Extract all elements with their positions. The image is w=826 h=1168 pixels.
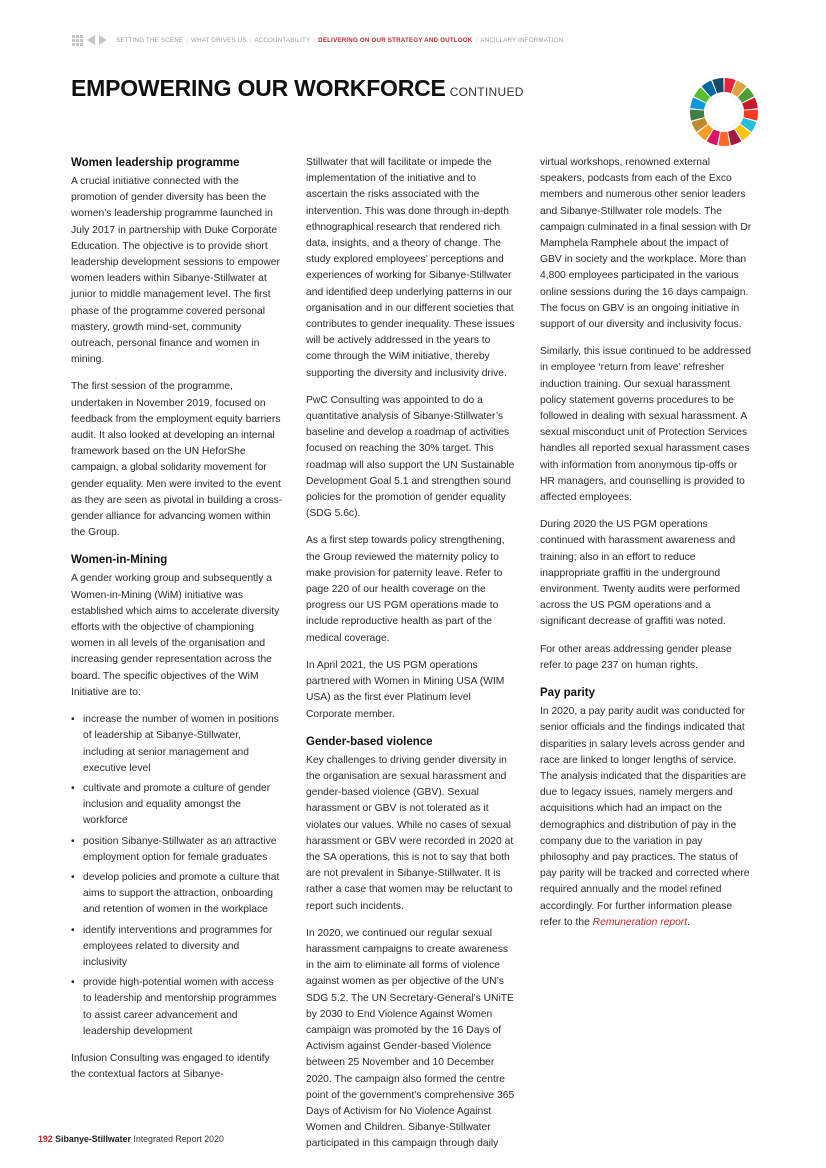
paragraph: Key challenges to driving gender diversity in the organisation are sexual harassment and gender-based violence (GBV). Sexual harassment or GBV is not tolerated as it violates our values. While no cases of sexual harassment or GBV were recorded in 2020 at the SA operations, this is not to say that both are not prevalent in Sibanye-Stillwater. It is rather a case that women may be reluctant to report such incidents. [306,754,514,912]
list-item: • develop policies and promote a culture that aims to support the attraction, onboarding and retention of women in the workplace [71,870,283,919]
nav-separator: | [249,36,252,44]
section-navigation [72,33,566,47]
paragraph: For other areas addressing gender please refer to page 237 on human rights. [540,643,732,671]
paragraph: Stillwater that will facilitate or impede the implementation of the initiative and to ascertain the risks associated with the intervention. This was done through in-depth ethnographical research that rendered rich data, insights, and a theory of change. The study explored employees’ perceptions and experiences of working for Sibanye-Stillwater and identified deep underlying patterns in our organisation and in our different societies that contributes to gender inequality. These issues will be actively addressed in the years to come through the WiM initiative, thereby supporting the diversity and inclusivity drive. [306,157,515,379]
paragraph-text: In 2020, a pay parity audit was conducted for senior officials and the findings indicated that disparities in salary levels across gender and race are linked to longer lengths of service. The analysis indicated that the disparities are due to legacy issues, namely mergers and acquisitions which had an impact on the demographics and distribution of pay in the company due to the variation in pay philosophy and pay practices. The status of pay parity will be tracked and corrected where required annually and the model refined accordingly. For further information please refer to the [540,706,750,928]
heading-women-leadership: Women leadership programme [71,157,240,169]
column-3 [540,155,752,942]
paragraph-end: . [687,916,690,928]
sdg-wheel-icon [689,77,759,147]
wim-objectives-list [71,712,283,1040]
paragraph: As a first step towards policy strengthening, the Group reviewed the maternity policy to make provision for paternity leave. Refer to page 220 of our health coverage on the progress our US PGM operations made to include reproductive health as part of the medical coverage. [306,535,505,644]
list-item: • position Sibanye-Stillwater as an attractive employment option for female graduates [71,834,283,866]
footer-company: Sibanye-Stillwater [55,1134,131,1144]
paragraph: In 2020, we continued our regular sexual harassment campaigns to create awareness in the aim to eliminate all forms of violence against women as per objective of the UN’s SDG 5.2. The UN Secretary-General’s UNiTE by 2030 to End Violence Against Women campaign was promoted by the 16 Days of Activism against Gender-based Violence between 25 November and 10 December 2020. The campaign also formed the centre point of the government’s comprehensive 365 Days of Activism for No Violence Against Women and Children. Sibanye-Stillwater participated in this campaign through daily [306,927,515,1150]
footer-report-name: Integrated Report 2020 [133,1134,224,1144]
paragraph: A gender working group and subsequently a Women-in-Mining (WiM) initiative was established which aims to accelerate diversity efforts with the objective of championing women in all levels of the organisation and increasing gender representation across the board. The specific objectives of the WiM Initiative are to: [71,573,280,698]
nav-separator: | [475,36,478,44]
paragraph: In April 2021, the US PGM operations partnered with Women in Mining USA (WIM USA) as the first ever Platinum level Corporate member. [306,659,505,720]
nav-accountability[interactable]: ACCOUNTABILITY [254,36,311,44]
list-item: • cultivate and promote a culture of gender inclusion and equality amongst the workforce [71,781,283,830]
page-title-text: EMPOWERING OUR WORKFORCE [71,75,446,101]
nav-icons [72,35,107,46]
nav-separator: | [313,36,316,44]
nav-setting-the-scene[interactable]: SETTING THE SCENE [116,36,184,44]
grid-menu-icon[interactable] [72,35,83,46]
next-page-icon[interactable] [99,35,107,45]
paragraph: virtual workshops, renowned external speakers, podcasts from each of the Exco members and numerous other senior leaders and Sibanye-Stillwater role models. The campaign culminated in a final session with Dr Mamphela Ramphele about the impact of GBV in society and the workplace. More than 4,800 employees participated in the various online sessions during the 16 days campaign. The focus on GBV is an ongoing initiative in support of our diversity and inclusivity focus. [540,157,752,331]
column-1 [71,155,283,1094]
heading-pay-parity: Pay parity [540,687,595,700]
list-item: • identify interventions and programmes for employees related to diversity and inclusivity [71,923,283,972]
page-footer [38,1134,224,1144]
page-number: 192 [38,1134,53,1144]
remuneration-report-link[interactable]: Remuneration report [592,916,688,928]
nav-delivering-on-strategy[interactable]: DELIVERING ON OUR STRATEGY AND OUTLOOK [318,36,473,44]
nav-separator: | [186,36,189,44]
sdg-wheel-center [704,92,744,132]
column-2 [306,155,518,1164]
list-item: • increase the number of women in positions of leadership at Sibanye-Stillwater, including at senior management and executive level [71,712,283,777]
previous-page-icon[interactable] [87,35,95,45]
heading-gender-based-violence: Gender-based violence [306,735,433,748]
paragraph: The first session of the programme, undertaken in November 2019, focused on feedback from the employment equity barriers audit. It also looked at developing an internal framework based on the UN HeforShe campaign, a global solidarity movement for gender equality. Men were invited to the event as they are seen as pivotal in building a cross-gender alliance for advancing women within the Group. [71,381,283,539]
paragraph: Infusion Consulting was engaged to identify the contextual factors at Sibanye- [71,1052,270,1081]
paragraph: Similarly, this issue continued to be addressed in employee ‘return from leave’ refresher induction training. Our sexual harassment policy statement governs procedures to be followed in dealing with sexual harassment. A sexual misconduct unit of Protection Services handles all reported sexual harassment cases with information from anonymous tip-offs or HR managers, and counselling is provided to affected employees. [540,346,752,504]
page-title [71,75,524,102]
paragraph: A crucial initiative connected with the promotion of gender diversity has been the women’s leadership programme launched in July 2017 in partnership with Duke Corporate Education. The objective is to provide short leadership development sessions to empower women leaders within Sibanye-Stillwater at junior to middle management level. The first phase of the programme covered personal mastery, growth mind-set, community outreach, personal finance and women in mining. [71,176,280,366]
nav-what-drives-us[interactable]: WHAT DRIVES US [191,36,247,44]
page-title-continued: CONTINUED [449,85,524,99]
nav-ancillary-information[interactable]: ANCILLARY INFORMATION [480,36,564,44]
paragraph: During 2020 the US PGM operations continued with harassment awareness and training; also in an effort to reduce inappropriate graffiti in the underground environment. Twenty audits were performed across the US PGM operations and a significant decrease of graffiti was noted. [540,519,741,628]
list-item: • provide high-potential women with access to leadership and mentorship programmes to assist career advancement and leadership development [71,975,283,1040]
paragraph: PwC Consulting was appointed to do a quantitative analysis of Sibanye-Stillwater’s baseline and develop a roadmap of activities focused on reaching the 30% target. This roadmap will also support the UN Sustainable Development Goal 5.1 and strengthen sound policies for the promotion of gender equality (SDG 5.6c). [306,394,515,520]
sdg-segment [718,132,729,146]
heading-women-in-mining: Women-in-Mining [71,554,168,567]
paragraph-pay-parity [540,704,752,931]
